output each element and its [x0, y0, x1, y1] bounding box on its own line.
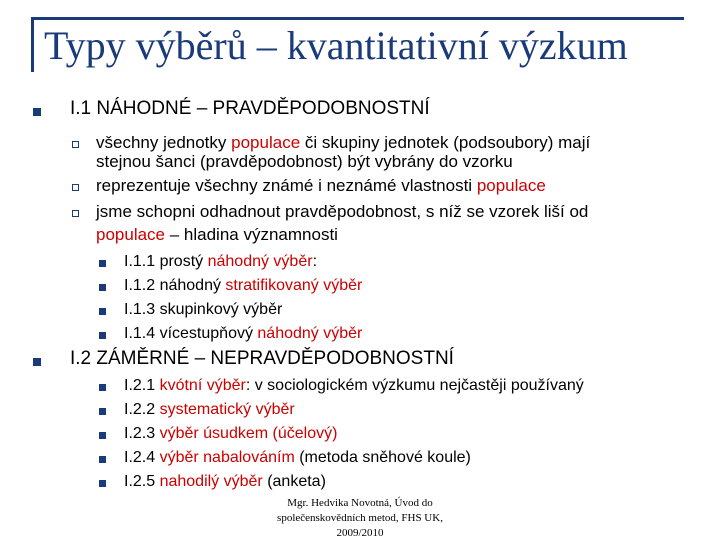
- bullet-hollow-square-icon: [72, 141, 79, 148]
- bullet-square-icon: [99, 332, 106, 339]
- footer-line: společenskovědních metod, FHS UK,: [277, 512, 443, 524]
- footer-line: 2009/2010: [336, 527, 384, 539]
- bullet-square-icon: [33, 108, 41, 116]
- subitem: I.1.4 vícestupňový náhodný výběr: [124, 325, 363, 342]
- subitem: I.1.3 skupinkový výběr: [124, 301, 283, 318]
- bullet-square-icon: [33, 358, 41, 366]
- subitem: I.1.1 prostý náhodný výběr:: [124, 253, 318, 270]
- point-line: reprezentuje všechny známé i neznámé vlastnosti populace: [96, 176, 546, 195]
- bullet-square-icon: [99, 260, 106, 267]
- subitem: I.2.4 výběr nabalováním (metoda sněhové koule): [124, 449, 471, 466]
- bullet-square-icon: [99, 284, 106, 291]
- subitem: I.1.2 náhodný stratifikovaný výběr: [124, 277, 363, 294]
- point-line: populace – hladina významnosti: [96, 225, 338, 244]
- point-line: stejnou šanci (pravděpodobnost) být vybrány do vzorku: [96, 152, 513, 171]
- bullet-hollow-square-icon: [72, 184, 79, 191]
- bullet-square-icon: [99, 384, 106, 391]
- slide-footer: [250, 496, 470, 541]
- bullet-square-icon: [99, 308, 106, 315]
- bullet-square-icon: [99, 456, 106, 463]
- bullet-square-icon: [99, 432, 106, 439]
- bullet-square-icon: [99, 408, 106, 415]
- slide-title: Typy výběrů – kvantitativní výzkum: [44, 23, 628, 68]
- subitem: I.2.2 systematický výběr: [124, 401, 295, 418]
- bullet-square-icon: [99, 480, 106, 487]
- subitem: I.2.3 výběr úsudkem (účelový): [124, 425, 338, 442]
- footer-line: Mgr. Hedvika Novotná, Úvod do: [287, 497, 433, 509]
- subitem: I.2.1 kvótní výběr: v sociologickém výzkumu nejčastěji používaný: [124, 377, 584, 394]
- bullet-hollow-square-icon: [72, 210, 79, 217]
- section-heading-random: I.1 NÁHODNÉ – PRAVDĚPODOBNOSTNÍ: [70, 98, 430, 119]
- section-heading-purposive: I.2 ZÁMĚRNÉ – NEPRAVDĚPODOBNOSTNÍ: [70, 348, 454, 369]
- point-line: všechny jednotky populace či skupiny jednotek (podsoubory) mají: [96, 133, 591, 152]
- point-line: jsme schopni odhadnout pravděpodobnost, s níž se vzorek liší od: [96, 202, 589, 221]
- subitem: I.2.5 nahodilý výběr (anketa): [124, 473, 326, 490]
